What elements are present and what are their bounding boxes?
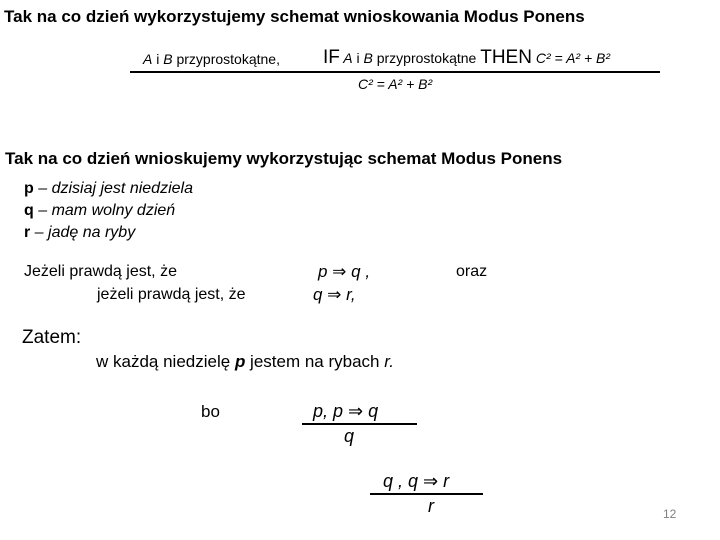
oraz-word: oraz [456, 263, 488, 280]
inference-line-1 [130, 71, 660, 73]
premise-var-b: B [163, 51, 173, 67]
mp2-inference-line [370, 493, 483, 495]
definition-p: p – dzisiaj jest niedziela [24, 180, 193, 197]
rule-then: THEN [480, 47, 532, 68]
conclusion-pythagoras: C² = A² + B² [358, 76, 433, 92]
premise-conj-i: i [152, 51, 164, 67]
implication-p-q: p ⇒ q , [318, 262, 371, 281]
mp2-premises: q , q ⇒ r [383, 471, 450, 491]
implication-q-r: q ⇒ r, [313, 285, 356, 304]
premise-rest: przyprostokątne, [172, 51, 280, 67]
rule-rest: przyprostokątne [372, 50, 481, 66]
rule-formula: C² = A² + B² [531, 50, 611, 66]
definition-q: q – mam wolny dzień [24, 202, 176, 219]
if-line-2: jeżeli prawdą jest, że [97, 286, 246, 303]
slide-title-reasoning: Tak na co dzień wnioskujemy wykorzystując schemat Modus Ponens [5, 149, 563, 168]
rule-var-a: A [339, 50, 353, 66]
mp1-conclusion: q [344, 426, 355, 446]
definition-r: r – jadę na ryby [24, 224, 136, 241]
mp1-premises: p, p ⇒ q [313, 401, 379, 421]
zatem-label: Zatem: [22, 327, 82, 348]
premise-var-a: A [143, 51, 153, 67]
variable-definitions [24, 178, 193, 244]
premise-rule-statement [323, 48, 610, 67]
rule-if: IF [323, 47, 340, 68]
if-line-1: Jeżeli prawdą jest, że [24, 263, 177, 280]
slide-title-modus-ponens-usage: Tak na co dzień wykorzystujemy schemat wnioskowania Modus Ponens [4, 7, 585, 26]
mp2-conclusion: r [428, 496, 434, 516]
rule-var-b: B [363, 50, 373, 66]
rule-conj-i: i [352, 50, 364, 66]
bo-word: bo [201, 402, 220, 421]
conclusion-sentence: w każdą niedzielę p jestem na rybach r. [96, 352, 394, 371]
page-number: 12 [663, 507, 677, 521]
mp1-inference-line [302, 423, 417, 425]
premise-legs-statement [143, 52, 280, 66]
